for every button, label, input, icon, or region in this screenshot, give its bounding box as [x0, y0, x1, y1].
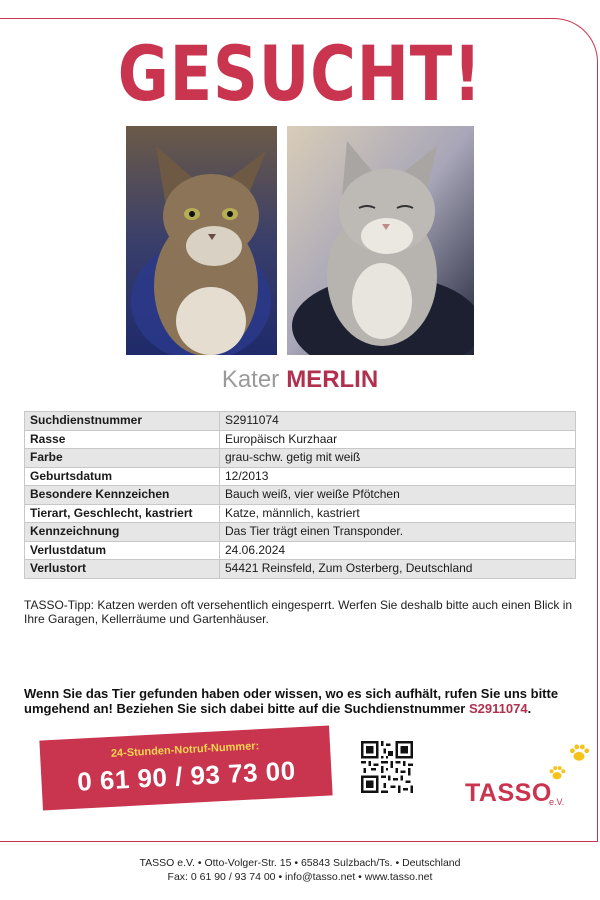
detail-label: Rasse: [25, 430, 220, 449]
detail-label: Besondere Kennzeichen: [25, 486, 220, 505]
detail-value: Bauch weiß, vier weiße Pfötchen: [220, 486, 576, 505]
table-row: [25, 430, 576, 449]
emergency-phone[interactable]: 0 61 90 / 93 73 00: [76, 755, 297, 797]
table-row: [25, 449, 576, 468]
detail-value: 12/2013: [220, 467, 576, 486]
detail-value: Das Tier trägt einen Transponder.: [220, 523, 576, 542]
table-row: [25, 541, 576, 560]
detail-label: Kennzeichnung: [25, 523, 220, 542]
detail-value: grau-schw. getig mit weiß: [220, 449, 576, 468]
pet-name-value: MERLIN: [286, 366, 379, 393]
table-row: [25, 560, 576, 579]
contact-callout: [24, 686, 584, 716]
emergency-label: 24-Stunden-Notruf-Nummer:: [110, 740, 260, 760]
table-row: [25, 523, 576, 542]
tasso-logo: [465, 742, 595, 812]
logo-wordmark: TASSO: [465, 779, 552, 807]
detail-label: Tierart, Geschlecht, kastriert: [25, 504, 220, 523]
detail-value: Katze, männlich, kastriert: [220, 504, 576, 523]
table-row: [25, 504, 576, 523]
detail-label: Farbe: [25, 449, 220, 468]
footer: [0, 856, 600, 884]
paw-print-icon: [568, 742, 590, 764]
table-row: [25, 486, 576, 505]
detail-label: Geburtsdatum: [25, 467, 220, 486]
detail-label: Suchdienstnummer: [25, 412, 220, 431]
cat-photo-1: [126, 126, 277, 355]
details-table: [24, 411, 576, 579]
tasso-tip: TASSO-Tipp: Katzen werden oft versehentlich eingesperrt. Werfen Sie deshalb bitte auch einen Blick in Ihre Garagen, Kellerräume und Gartenhäuser.: [24, 598, 573, 626]
detail-value: S2911074: [220, 412, 576, 431]
pet-name: [0, 368, 600, 392]
footer-address: TASSO e.V. • Otto-Volger-Str. 15 • 65843 Sulzbach/Ts. • Deutschland: [139, 857, 461, 869]
detail-label: Verlustort: [25, 560, 220, 579]
detail-label: Verlustdatum: [25, 541, 220, 560]
logo-suffix: e.V.: [549, 797, 565, 807]
headline: GESUCHT!: [117, 29, 483, 118]
detail-value: 24.06.2024: [220, 541, 576, 560]
callout-number: S2911074: [468, 701, 528, 716]
pet-kind: Kater: [221, 366, 280, 393]
callout-text: Wenn Sie das Tier gefunden haben oder wissen, wo es sich aufhält, rufen Sie uns bitte umgehend an! Beziehen Sie sich dabei bitte auf die Suchdienstnummer: [24, 686, 559, 716]
footer-contact: Fax: 0 61 90 / 93 74 00 • info@tasso.net • www.tasso.net: [167, 871, 433, 883]
cat-photo-2: [287, 126, 474, 355]
detail-value: Europäisch Kurzhaar: [220, 430, 576, 449]
detail-value: 54421 Reinsfeld, Zum Osterberg, Deutschland: [220, 560, 576, 579]
qr-code-icon[interactable]: [361, 741, 413, 793]
table-row: [25, 412, 576, 431]
callout-end: .: [527, 701, 532, 716]
table-row: [25, 467, 576, 486]
